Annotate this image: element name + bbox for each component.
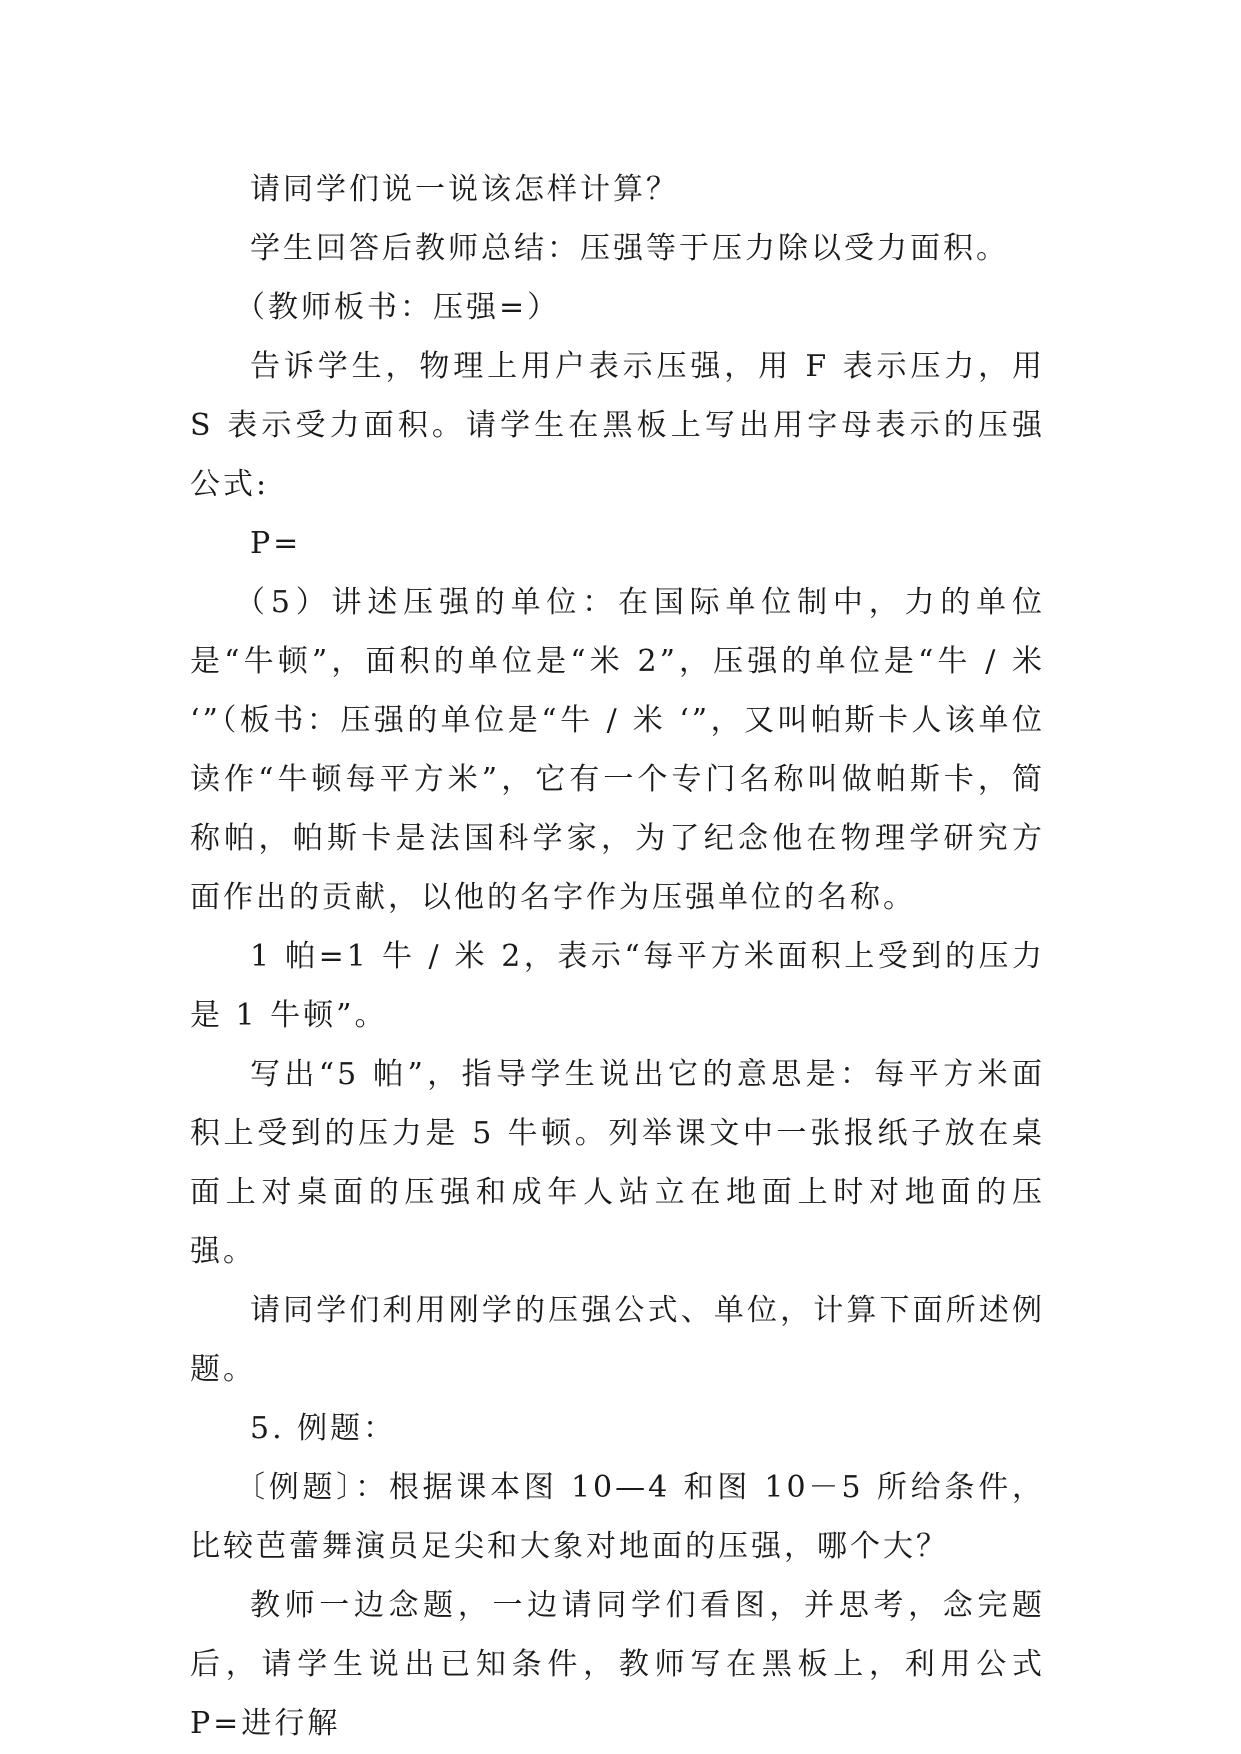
paragraph-board-note: （教师板书：压强=）	[235, 290, 561, 325]
paragraph-symbols: 告诉学生，物理上用户表示压强，用 F 表示压力，用 S 表示受力面积。请学生在黑板上写出用字母表示的压强公式:	[190, 349, 1045, 502]
paragraph-example-problem: 〔例题〕：根据课本图 10—4 和图 10－5 所给条件，比较芭蕾舞演员足尖和大象对地面的压强，哪个大？	[190, 1470, 1045, 1564]
document-body	[190, 160, 1045, 1753]
paragraph-unit-explanation: （5）讲述压强的单位：在国际单位制中，力的单位是“牛顿”，面积的单位是“米 2”，压强的单位是“牛 / 米 ‘”（板书：压强的单位是“牛 / 米 ‘”，又叫帕斯卡人该单位读作“牛顿每平方米”，它有一个专门名称叫做帕斯卡，简称帕，帕斯卡是法国科学家，为了纪念他在物理学研究方面作出的贡献，以他的名字作为压强单位的名称。	[190, 585, 1045, 915]
paragraph-pascal-definition: 1 帕=1 牛 / 米 2，表示“每平方米面积上受到的压力是 1 牛顿”。	[190, 939, 1045, 1033]
paragraph-teacher-method: 教师一边念题，一边请同学们看图，并思考，念完题后，请学生说出已知条件，教师写在黑板上，利用公式 P=进行解	[190, 1588, 1045, 1741]
section-heading-example: 5. 例题：	[250, 1411, 397, 1446]
paragraph-formula: P=	[250, 526, 302, 561]
paragraph-calculate-prompt: 请同学们利用刚学的压强公式、单位，计算下面所述例题。	[190, 1293, 1045, 1387]
paragraph-teacher-summary: 学生回答后教师总结：压强等于压力除以受力面积。	[250, 231, 1009, 266]
paragraph-question: 请同学们说一说该怎样计算？	[250, 172, 679, 207]
paragraph-five-pascal: 写出“5 帕”，指导学生说出它的意思是：每平方米面积上受到的压力是 5 牛顿。列举课文中一张报纸子放在桌面上对桌面的压强和成年人站立在地面上时对地面的压强。	[190, 1057, 1045, 1269]
